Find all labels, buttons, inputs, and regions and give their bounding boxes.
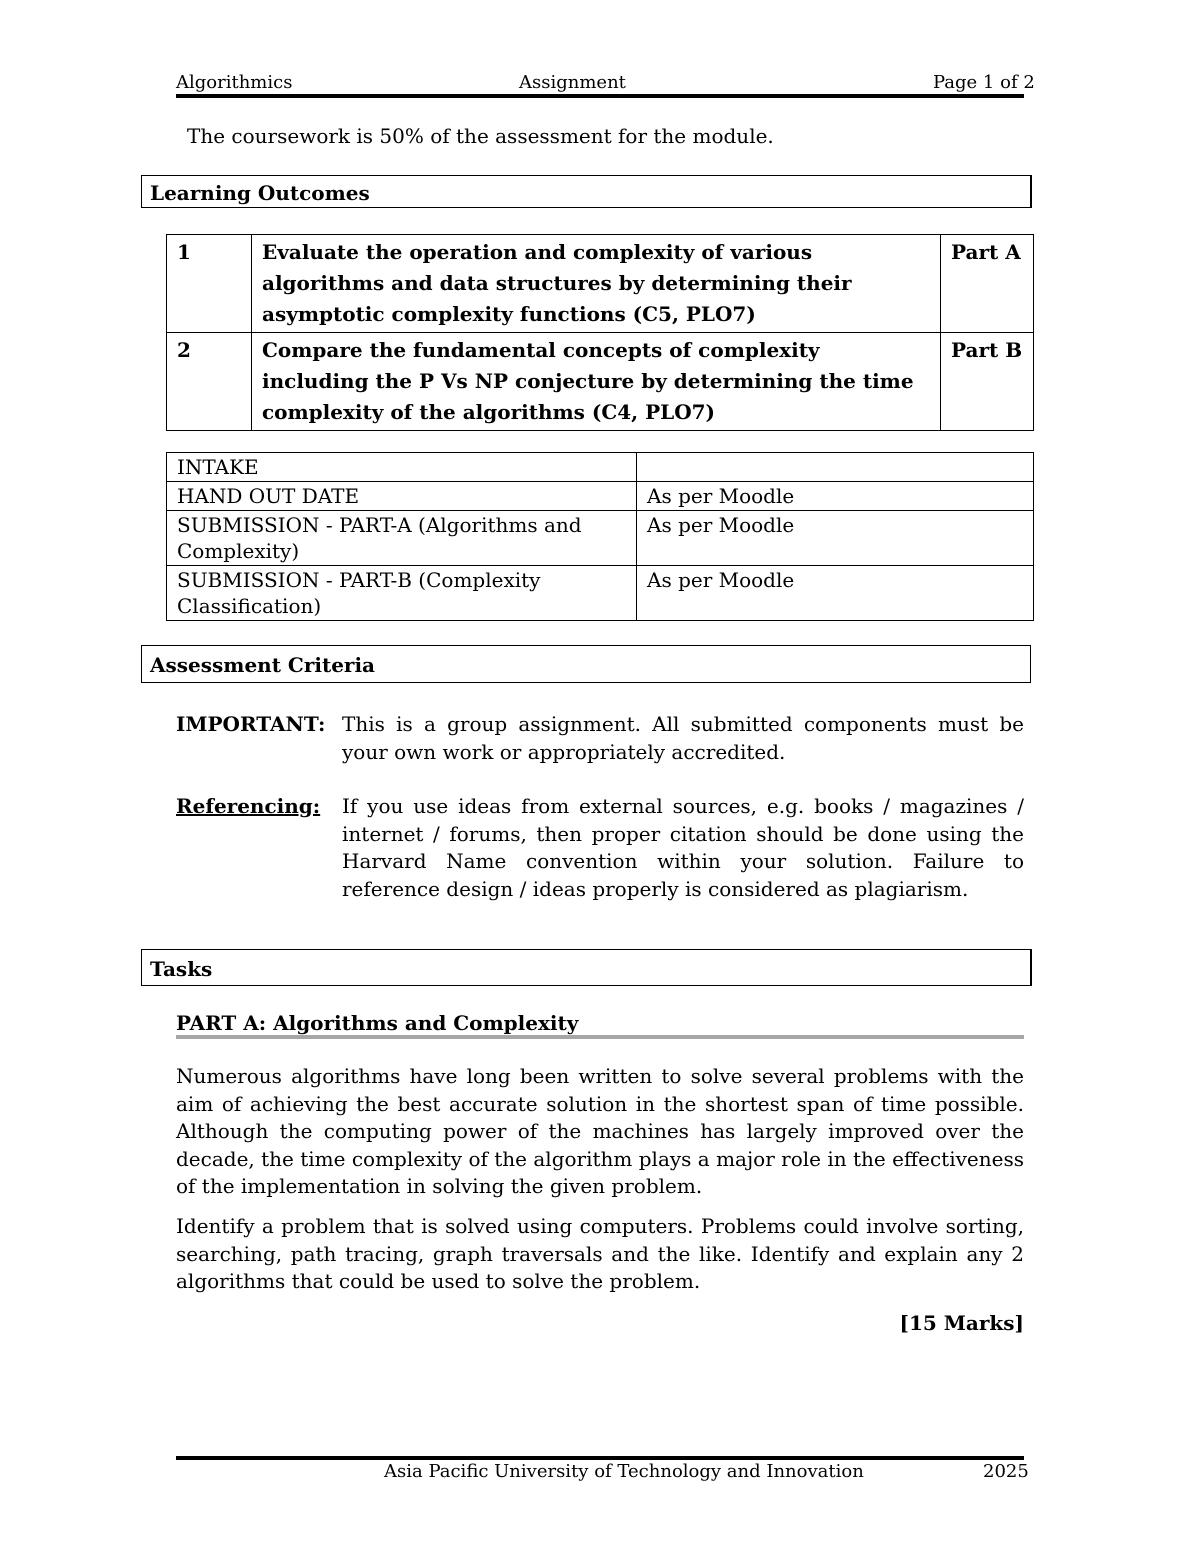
important-text: This is a group assignment. All submitted components must be your own work or appropriately accredited.: [342, 712, 1024, 764]
important-label: IMPORTANT:: [176, 712, 326, 736]
header-module: Algorithmics: [176, 72, 293, 93]
header-doc-type: Assignment: [519, 72, 626, 93]
intake-value: As per Moodle: [637, 482, 1034, 511]
header-page-number: Page 1 of 2: [933, 72, 1035, 93]
intake-value: As per Moodle: [637, 511, 1034, 566]
referencing-text: If you use ideas from external sources, e.g. books / magazines / internet / forums, then proper citation should be done using the Harvard Name convention within your solution. Failure to reference design / ideas properly is considered as plagiarism.: [342, 794, 1024, 901]
outcome-row: [167, 333, 1034, 431]
header-rule: [176, 94, 1024, 98]
assessment-criteria-heading: Assessment Criteria: [141, 645, 1031, 683]
part-a-heading: PART A: Algorithms and Complexity: [176, 1011, 579, 1035]
intake-row: [167, 453, 1034, 482]
footer-rule: [176, 1456, 1024, 1460]
outcome-part: Part A: [941, 235, 1034, 333]
outcome-text: Compare the fundamental concepts of complexity including the P Vs NP conjecture by determining the time complexity of the algorithms (C4, PLO7): [252, 333, 941, 431]
referencing-label: Referencing:: [176, 794, 321, 818]
learning-outcomes-table: [166, 234, 1034, 431]
tasks-heading: Tasks: [141, 949, 1032, 986]
part-a-paragraph-1: Numerous algorithms have long been written to solve several problems with the aim of achieving the best accurate solution in the shortest span of time possible. Although the computing power of the machines has largely improved over the decade, the time complexity of the algorithm plays a major role in the effectiveness of the implementation in solving the given problem.: [176, 1064, 1024, 1198]
outcome-part: Part B: [941, 333, 1034, 431]
intake-label: SUBMISSION - PART-A (Algorithms and Complexity): [167, 511, 637, 566]
footer-institution: Asia Pacific University of Technology and Innovation: [384, 1461, 864, 1482]
part-a-paragraph-2: Identify a problem that is solved using computers. Problems could involve sorting, searching, path tracing, graph traversals and the like. Identify and explain any 2 algorithms that could be used to solve the problem.: [176, 1214, 1024, 1293]
intake-value: [637, 453, 1034, 482]
intake-table: [166, 452, 1034, 621]
intake-label: SUBMISSION - PART-B (Complexity Classification): [167, 566, 637, 621]
marks-label: [15 Marks]: [899, 1311, 1024, 1335]
footer-year: 2025: [983, 1461, 1029, 1482]
intake-value: As per Moodle: [637, 566, 1034, 621]
intake-label: HAND OUT DATE: [167, 482, 637, 511]
intake-row: [167, 482, 1034, 511]
intake-label: INTAKE: [167, 453, 637, 482]
intake-row: [167, 566, 1034, 621]
intro-text: The coursework is 50% of the assessment for the module.: [187, 124, 774, 148]
outcome-row: [167, 235, 1034, 333]
intake-row: [167, 511, 1034, 566]
outcome-text: Evaluate the operation and complexity of various algorithms and data structures by determining their asymptotic complexity functions (C5, PLO7): [252, 235, 941, 333]
learning-outcomes-heading: Learning Outcomes: [141, 175, 1032, 208]
part-a-underline: [176, 1035, 1024, 1039]
outcome-number: 1: [167, 235, 252, 333]
outcome-number: 2: [167, 333, 252, 431]
